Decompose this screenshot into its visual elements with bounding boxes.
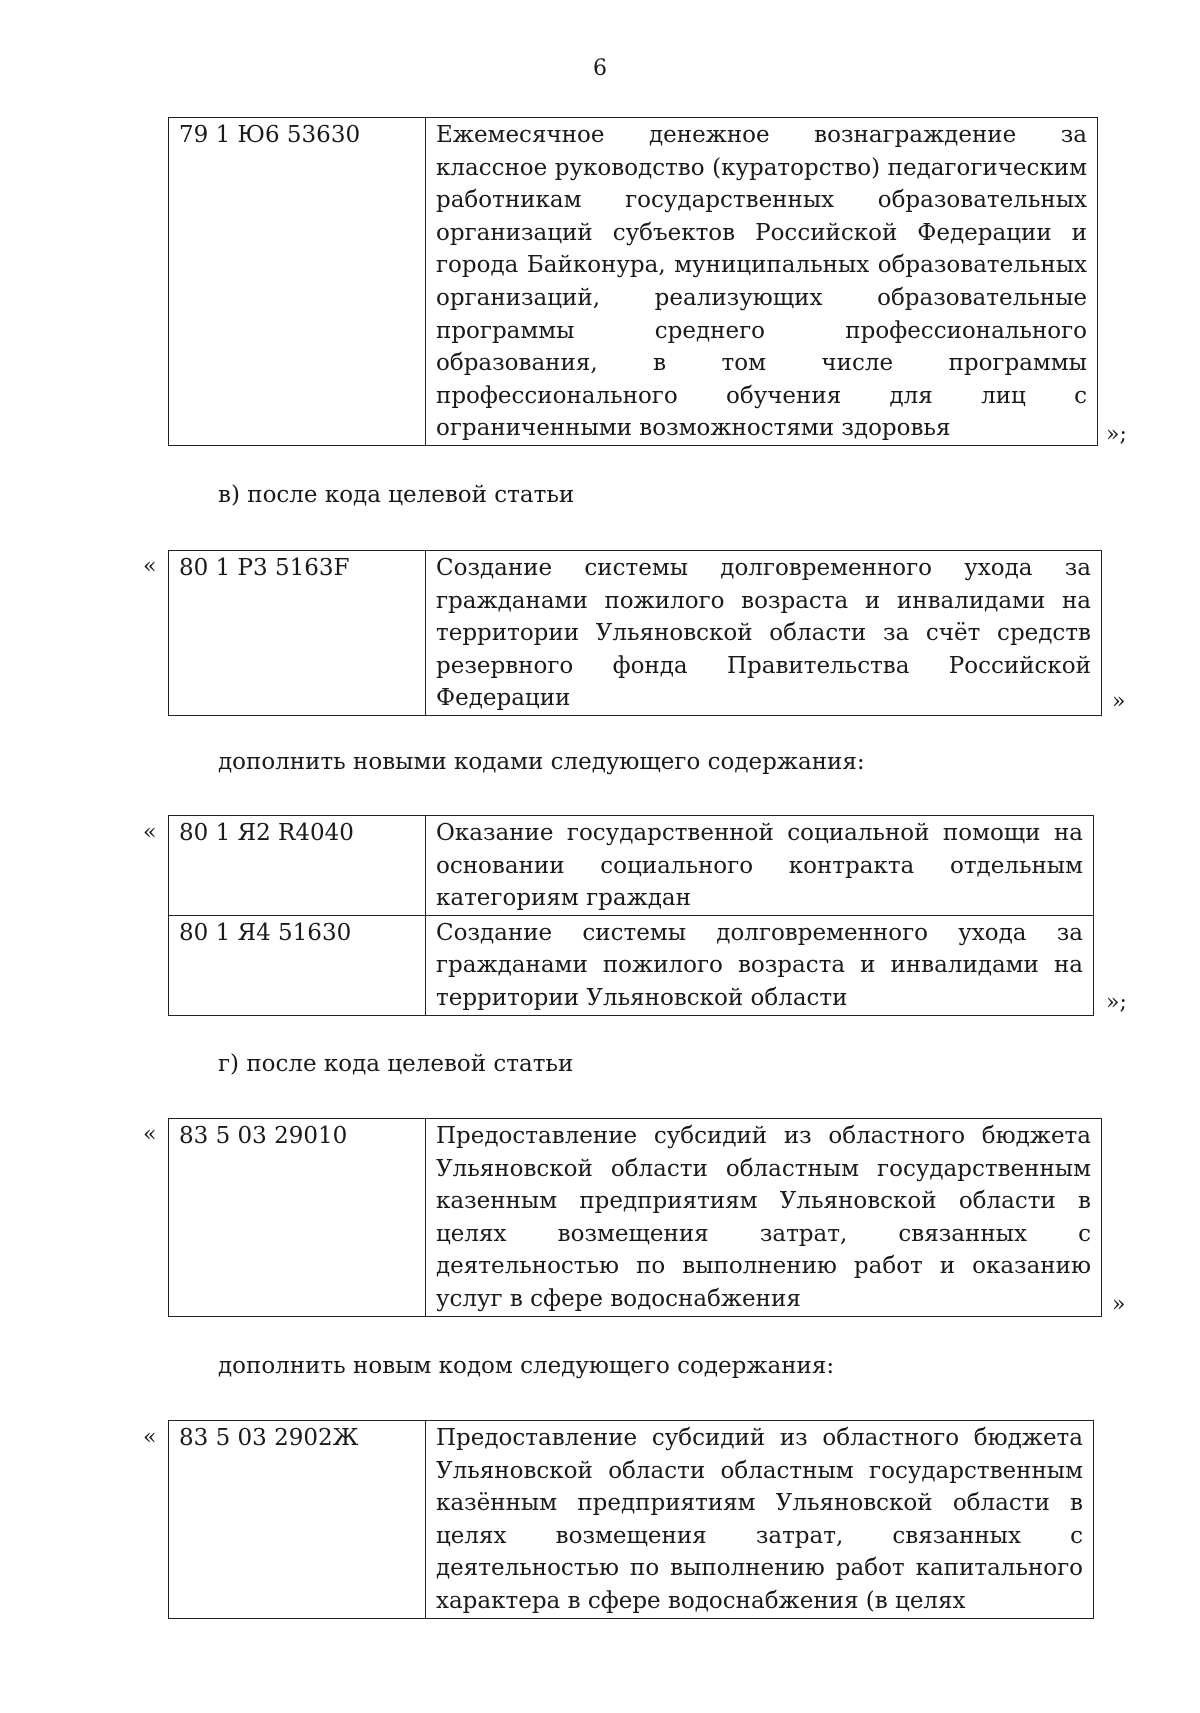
paragraph-g: г) после кода целевой статьи [218,1051,574,1077]
target-article-code: 80 1 Я4 51630 [169,915,426,1015]
target-article-description: Создание системы долговременного ухода за гражданами пожилого возраста и инвалидами на территории Ульяновской области за счёт средств резервного фонда Правительства Российской Федерации [426,551,1102,716]
target-article-code: 83 5 03 29010 [169,1119,426,1317]
closing-quote: » [1112,1292,1126,1317]
table-row [169,118,1098,446]
target-article-code: 80 1 Я2 R4040 [169,816,426,916]
opening-quote: « [143,554,157,579]
opening-quote: « [143,820,157,845]
page-number: 6 [593,56,607,81]
code-table-4 [168,1118,1102,1317]
table-row [169,1421,1094,1619]
table-row [169,1119,1102,1317]
target-article-code: 80 1 Р3 5163F [169,551,426,716]
target-article-code: 83 5 03 2902Ж [169,1421,426,1619]
target-article-description: Предоставление субсидий из областного бюджета Ульяновской области областным государственным казенным предприятиям Ульяновской области в целях возмещения затрат, связанных с деятельностью по выполнению работ и оказанию услуг в сфере водоснабжения [426,1119,1102,1317]
table-row [169,915,1094,1015]
closing-quote-semicolon: »; [1106,990,1127,1015]
paragraph-add-code: дополнить новым кодом следующего содержания: [218,1353,835,1379]
opening-quote: « [143,1122,157,1147]
target-article-code: 79 1 Ю6 53630 [169,118,426,446]
code-table-3 [168,815,1094,1016]
paragraph-v: в) после кода целевой статьи [218,482,575,508]
target-article-description: Ежемесячное денежное вознаграждение за классное руководство (кураторство) педагогическим работникам государственных образовательных организаций субъектов Российской Федерации и города Байконура, муниципальных образовательных организаций, реализующих образовательные программы среднего профессионального образования, в том числе программы профессионального обучения для лиц с ограниченными возможностями здоровья [426,118,1098,446]
table-row [169,816,1094,916]
paragraph-add-codes: дополнить новыми кодами следующего содержания: [218,749,865,775]
closing-quote: » [1112,689,1126,714]
closing-quote-semicolon: »; [1106,422,1127,447]
code-table-5 [168,1420,1094,1619]
table-row [169,551,1102,716]
target-article-description: Предоставление субсидий из областного бюджета Ульяновской области областным государственным казённым предприятиям Ульяновской области в целях возмещения затрат, связанных с деятельностью по выполнению работ капитального характера в сфере водоснабжения (в целях [426,1421,1094,1619]
code-table-1 [168,117,1098,446]
opening-quote: « [143,1425,157,1450]
code-table-2 [168,550,1102,716]
target-article-description: Создание системы долговременного ухода за гражданами пожилого возраста и инвалидами на территории Ульяновской области [426,915,1094,1015]
target-article-description: Оказание государственной социальной помощи на основании социального контракта отдельным категориям граждан [426,816,1094,916]
